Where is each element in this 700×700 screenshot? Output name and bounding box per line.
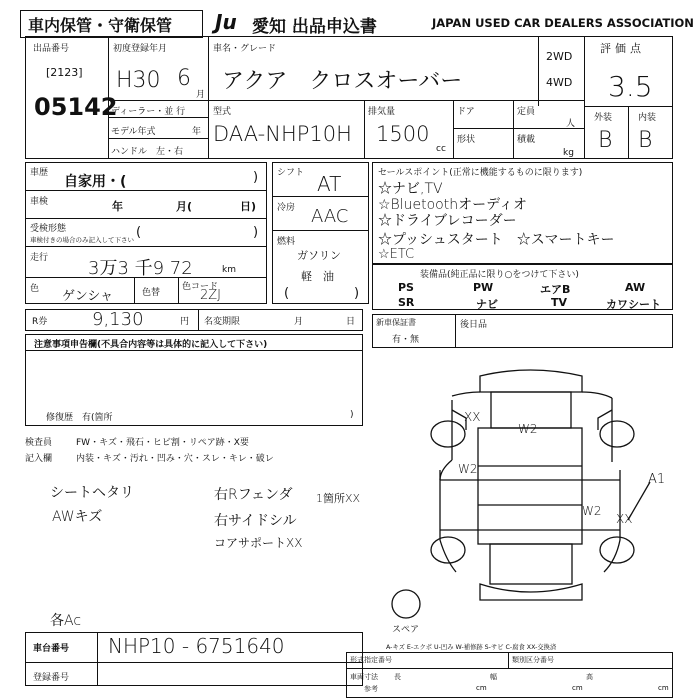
selling-point-2: ☆Bluetoothオーディオ [378,197,527,213]
inspector-fw-row: FW・キズ・飛石・ヒビ割・リペア跡・X要 [76,438,249,448]
note-bottom: 各Ac [50,613,82,629]
color-code-label: 色コード [182,282,219,292]
dims-width-unit: cm [572,684,583,692]
fuel-gasoline: ガソリン [297,249,341,262]
lot-number-label: 出品番号 [33,44,70,54]
association-name: JAPAN USED CAR DEALERS ASSOCIATION [432,16,694,30]
car-left-side [440,470,456,572]
acceptance-note: 車検付きの場合のみ記入して下さい [30,236,134,244]
car-rear-bumper [480,584,582,600]
equip-aw: AW [625,281,646,294]
ju-logo: Ju [215,10,237,34]
inspection-year: 年 [112,200,123,213]
selling-points-label: セールスポイント(正常に機能するものに限ります) [378,168,583,178]
right-mirror [598,410,612,430]
damage-legend: A-キズ E-エクボ U-凹み W-補修跡 S-サビ C-腐食 XX-交換済 [386,644,557,651]
inspector-label-2: 記入欄 [25,454,53,464]
equip-tv: TV [551,296,568,309]
equip-leather: カワシート [606,298,661,311]
spare-tire [392,590,420,618]
equip-sr: SR [398,296,415,309]
displacement-value: 1500 [376,122,430,146]
aircon-value: AAC [311,206,349,227]
front-right-tire [600,421,634,447]
dims-label: 車両寸法 [350,673,378,681]
repair-label: 修復歴 有(箇所 [46,413,113,423]
note-coresupport: コアサポートXX [214,536,303,550]
car-cabin [478,428,582,544]
reg-month-suffix: 月 [196,90,206,100]
exterior-value: B [598,128,613,153]
drive-4wd: 4WD [546,76,573,89]
reg-month: 6 [177,66,191,91]
interior-label: 内装 [638,113,657,123]
recycle-value: 9,130 [92,309,144,330]
capacity-unit: 人 [566,119,576,129]
first-reg-label: 初度登録年月 [113,44,168,54]
doors-label: ドア [457,107,475,117]
mark-xx-right: XX [616,512,633,526]
equip-pw: PW [473,281,494,294]
note-bracket: 1箇所XX [316,492,361,505]
plate-label: 登録番号 [33,673,70,683]
dims-height-unit: cm [658,684,669,692]
chassis-value: NHP10 - 6751640 [108,634,285,658]
inspector-label-full [0,0,6,1]
dims-length-unit: cm [476,684,487,692]
selling-point-4: ☆プッシュスタート ☆スマートキー [378,232,615,248]
recycle-label: R券 [32,317,48,327]
load-label: 積載 [517,135,536,145]
notes-label: 注意事項申告欄(不具合内容等は具体的に記入して下さい) [34,340,268,350]
chassis-label: 車台番号 [33,644,70,654]
note-fender: 右Rフェンダ [214,487,293,503]
shift-label: シフト [277,168,305,178]
rear-left-tire [431,537,465,563]
usage-value: 自家用・( [64,174,127,190]
color-value: ゲンシャ [62,289,114,304]
model-year-suffix: 年 [192,127,202,137]
displacement-label: 排気量 [368,107,396,117]
shift-value: AT [317,172,342,196]
mark-w2-left: W2 [458,462,478,476]
car-outline-top [452,392,612,398]
note-seat: シートヘタリ [50,485,134,501]
car-trunk [490,544,572,584]
deadline-day: 日 [346,317,356,327]
dims-width: 幅 [490,673,497,681]
fuel-open: ( [284,286,290,301]
shape-label: 形状 [457,135,476,145]
handle-label: ハンドル 左・右 [111,147,184,157]
model-code-label: 型式 [213,107,232,117]
lot-number: 05142 [34,93,118,121]
inspection-month: 月( [176,200,193,213]
note-sidesill: 右サイドシル [214,513,297,529]
usage-close: ) [253,170,259,185]
equip-navi: ナビ [476,298,498,311]
inspection-day: 日) [240,200,257,213]
deadline-label: 名変期限 [204,317,241,327]
reg-year: H30 [116,68,161,93]
aircon-label: 冷房 [277,203,296,213]
equip-ps: PS [398,281,414,294]
equip-airbag: エアB [540,283,571,296]
mark-w2-top: W2 [518,422,538,436]
mark-w2-right: W2 [582,504,602,518]
selling-point-5: ☆ETC [378,247,415,262]
mark-a1: A1 [648,472,666,487]
spare-label: スペア [392,625,420,635]
car-left-fender-front [440,400,452,480]
acceptance-close: ) [253,225,259,240]
later-label: 後日品 [460,320,488,330]
color-code-value: 2ZJ [200,288,222,303]
acceptance-open: ( [136,225,142,240]
repair-close: ) [350,410,354,420]
mileage-label: 走行 [30,253,49,263]
capacity-label: 定員 [517,107,536,117]
note-aw: AWキズ [52,509,103,525]
mileage-value: 3万3 千9 72 [88,258,193,279]
car-roof-front [480,370,582,392]
score-label: 評価点 [600,42,645,55]
dealer-label: ディーラー・並 行 [111,107,186,117]
dims-height: 高 [586,673,593,681]
recycle-unit: 円 [180,317,190,327]
score-value: 3.5 [608,70,653,103]
usage-label: 車歴 [30,168,49,178]
recycle-block [25,309,363,331]
exterior-label: 外装 [594,113,613,123]
storage-label: 車内保管・守衛保管 [28,16,173,35]
load-unit: kg [563,148,574,158]
model-code-value: DAA-NHP10H [213,122,352,146]
deadline-month: 月 [294,317,304,327]
dims-ref: 参考 [364,685,378,693]
class-number-label: 類別区分番号 [512,656,554,664]
front-left-tire [431,421,465,447]
displacement-unit: cc [436,144,446,154]
mileage-unit: km [222,265,236,275]
acceptance-label: 受検形態 [30,224,67,234]
inspector-label-1: 検査員 [25,438,53,448]
fuel-diesel: 軽 油 [301,270,334,283]
drive-2wd: 2WD [546,50,573,63]
equipment-label: 装備品(純正品に限り○をつけて下さい) [420,270,579,280]
warranty-options: 有・無 [392,335,420,345]
inspector-interior-row: 内装・キズ・汚れ・凹み・穴・スレ・キレ・破レ [76,454,274,464]
form-title: 愛知 出品申込書 [252,17,377,37]
fuel-label: 燃料 [277,237,296,247]
rear-right-tire [600,537,634,563]
inspection-label: 車検 [30,197,49,207]
car-name-value: アクア クロスオーバー [222,69,463,94]
mark-xx-top: XX [464,410,481,424]
dims-length: 長 [394,673,401,681]
color-label: 色 [30,284,40,294]
fuel-close: ) [354,286,360,301]
interior-value: B [638,128,653,153]
car-name-label: 車名・グレード [213,44,277,54]
spec-number-label: 形式指定番号 [350,656,392,664]
model-year-label: モデル年式 [111,127,156,137]
selling-point-1: ☆ナビ,TV [378,181,443,197]
warranty-label: 新車保証書 [376,318,416,327]
selling-point-3: ☆ドライブレコーダー [378,213,517,229]
color-change-label: 色替 [142,288,161,298]
lot-small-number: [2123] [46,66,83,79]
